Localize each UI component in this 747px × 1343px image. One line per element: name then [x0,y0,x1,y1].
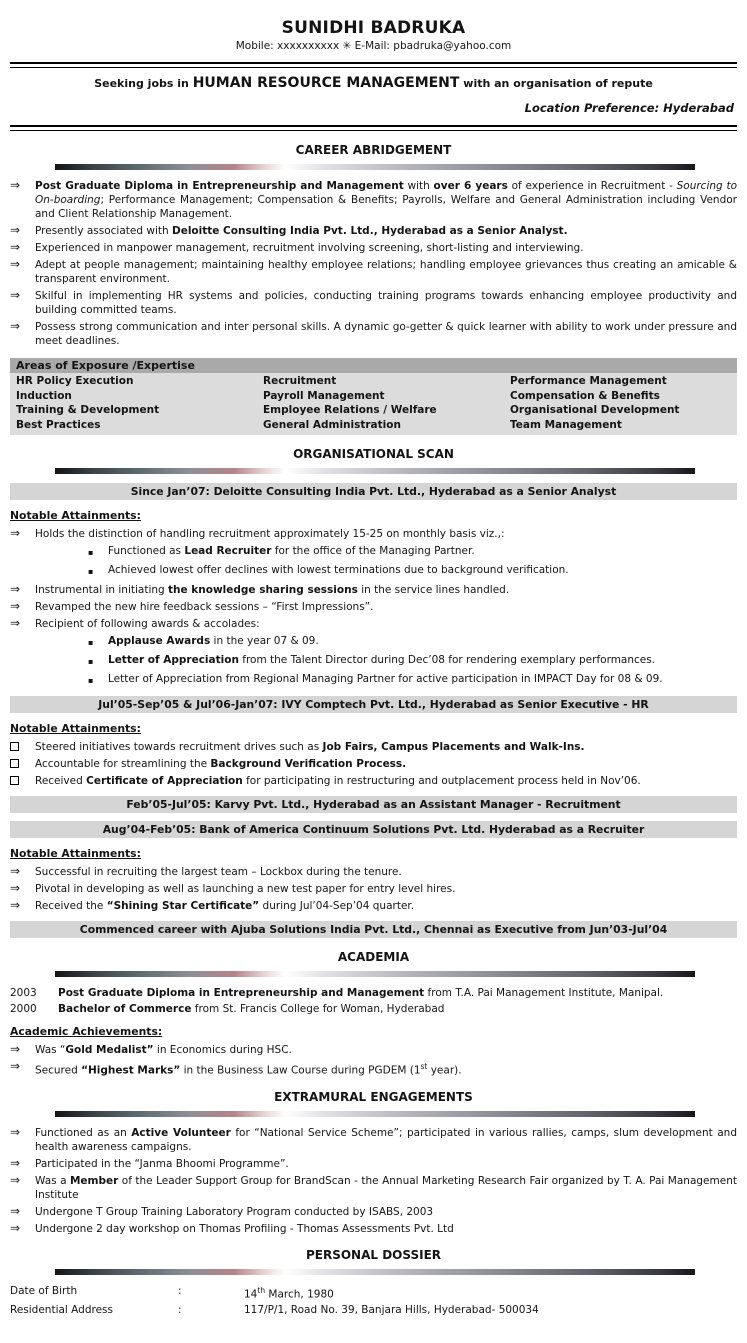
bullet-text [35,600,737,614]
bullet-item [10,241,737,255]
arrow-bullet-icon: ⇒ [10,288,21,302]
header-divider-top [10,62,737,68]
job-title-bar: Jul’05-Sep’05 & Jul’06-Jan’07: IVY Comptech Pvt. Ltd., Hyderabad as Senior Executive - HR [10,696,737,713]
arrow-bullet-icon: ⇒ [10,319,21,333]
arrow-bullet-icon: ⇒ [10,526,21,540]
arrow-bullet-icon: ⇒ [10,257,21,271]
bullet-text [35,1126,737,1154]
table-row [10,374,737,389]
bullet-item [10,600,737,614]
bullet-text [35,1174,737,1202]
detail-label: Date of Birth [10,1284,78,1297]
text-segment: Recipient of following awards & accolades: [35,618,260,630]
text-segment: Letter of Appreciation from Regional Managing Partner for active participation in IMPACT Day for 08 & 09. [108,673,663,685]
section-title: ORGANISATIONAL SCAN [293,447,454,461]
sub-bullet-item [88,673,737,688]
sub-bullet-item [88,564,737,579]
text-segment: Secured [35,1064,82,1077]
text-segment: during Jul’04-Sep’04 quarter. [259,900,415,912]
text-segment: Functioned as [108,545,185,557]
section-divider-gradient [55,1269,695,1275]
text-segment: of experience in Recruitment - [507,180,677,192]
checkbox-bullet-item [10,774,737,788]
job-title-bar: Feb’05-Jul’05: Karvy Pvt. Ltd., Hyderabad as an Assistant Manager - Recruitment [10,796,737,813]
text-segment: March, 1980 [265,1288,334,1300]
checkbox-glyph [10,776,19,785]
bullet-item [10,583,737,597]
personal-detail-row [10,1303,737,1317]
contact-line: Mobile: xxxxxxxxxx ✳ E-Mail: pbadruka@yahoo.com [235,40,512,52]
text-segment: Adept at people management; maintaining healthy employee relations; handling employee grievances thus creating an amicable & transparent environment. [35,259,737,285]
text-segment: Undergone 2 day workshop on Thomas Profiling - Thomas Assessments Pvt. Ltd [35,1222,454,1235]
arrow-bullet-icon: ⇒ [10,1124,21,1139]
text-segment: Letter of Appreciation [108,654,239,666]
bullet-item [10,258,737,286]
table-cell: Training & Development [16,404,160,416]
education-text [58,1002,737,1016]
arrow-bullet-icon: ⇒ [10,223,21,237]
text-segment: Participated in the “Janma Bhoomi Programme”. [35,1157,289,1170]
header-divider-bottom [10,125,737,131]
arrow-bullet-icon: ⇒ [10,1059,21,1073]
document-body [10,143,737,1317]
table-cell: HR Policy Execution [16,375,134,387]
candidate-name: SUNIDHI BADRUKA [281,18,466,38]
bullet-item [10,882,737,896]
bullet-text [108,673,663,688]
text-segment: the knowledge sharing sessions [168,584,358,596]
text-segment: Accountable for streamlining the [35,758,211,770]
table-cell: Team Management [510,418,622,431]
text-segment: Certificate of Appreciation [86,775,243,787]
arrow-bullet-icon: ⇒ [10,178,21,192]
expertise-table-header: Areas of Exposure /Expertise [10,358,737,373]
arrow-bullet-icon: ⇒ [10,240,21,254]
bullet-item [10,1043,737,1057]
table-cell: Payroll Management [263,389,385,402]
attainments-heading: Notable Attainments: [10,722,141,735]
bullet-text [35,882,737,896]
personal-detail-row [10,1284,737,1302]
text-segment: Revamped the new hire feedback sessions – “First Impressions”. [35,601,374,613]
text-segment: with an organisation of repute [459,77,653,90]
attainments-heading: Academic Achievements: [10,1025,163,1038]
arrow-bullet-icon: ⇒ [10,1172,21,1187]
objective-line [10,75,737,91]
table-cell: Induction [16,389,72,402]
checkbox-glyph [10,742,19,751]
bullet-item [10,527,737,541]
detail-colon: : [178,1284,182,1297]
text-segment: 117/P/1, Road No. 39, Banjara Hills, Hyderabad- 500034 [244,1304,539,1316]
section-title: CAREER ABRIDGEMENT [295,143,452,157]
text-segment: Seeking jobs in [94,77,193,90]
bullet-item [10,289,737,317]
arrow-bullet-icon: ⇒ [10,864,21,878]
table-cell: General Administration [263,418,401,431]
text-segment: Job Fairs, Campus Placements and Walk-Ins. [322,741,585,753]
detail-label: Residential Address [10,1304,113,1316]
bullet-text [35,179,737,221]
job-title-bar: Aug’04-Feb’05: Bank of America Continuum Solutions Pvt. Ltd. Hyderabad as a Recruiter [10,821,737,838]
text-segment: Background Verification Process. [210,758,407,770]
arrow-bullet-icon: ⇒ [10,1042,21,1056]
education-text [58,986,737,1000]
bullet-item [10,1126,737,1154]
section-title: EXTRAMURAL ENGAGEMENTS [274,1089,473,1104]
text-segment: Holds the distinction of handling recruitment approximately 15-25 on monthly basis viz.,: [35,528,505,540]
bullet-item [10,865,737,879]
text-segment: Experienced in manpower management, recruitment involving screening, short-listing and interviewing. [35,242,584,254]
bullet-text [35,1043,737,1057]
education-row [10,986,737,1000]
text-segment: Applause Awards [108,635,211,647]
text-segment: Active Volunteer [131,1126,231,1139]
text-segment: Successful in recruiting the largest team – Lockbox during the tenure. [35,866,402,878]
bullet-item [10,1222,737,1236]
expertise-table [10,358,737,435]
text-segment: for “National Service Scheme”; participated in various rallies, camps, slum development and health awareness campaigns. [35,1126,737,1153]
bullet-text [35,1157,737,1171]
bullet-item [10,224,737,238]
detail-value [244,1303,539,1317]
text-segment: Post Graduate Diploma in Entrepreneurship and Management [58,987,425,999]
text-segment: in the service lines handled. [357,584,510,596]
text-segment: Received the [35,900,107,912]
bullet-item [10,899,737,913]
text-segment: Post Graduate Diploma in Entrepreneurship and Management [35,180,404,192]
text-segment: Lead Recruiter [184,545,272,557]
text-segment: Pivotal in developing as well as launching a new test paper for entry level hires. [35,883,456,895]
checkbox-bullet-icon [10,774,35,788]
text-segment: Member [69,1174,119,1187]
text-segment: Presently associated with [35,225,172,237]
text-segment: th [257,1285,266,1295]
bullet-item [10,1157,737,1171]
arrow-bullet-icon: ⇒ [10,616,21,630]
section-divider-gradient [55,164,695,170]
square-bullet-icon: ▪ [88,657,94,666]
text-segment: year). [427,1064,462,1077]
text-segment: 14 [244,1288,258,1300]
text-segment: Functioned as an [35,1126,132,1139]
job-title-bar: Since Jan’07: Deloitte Consulting India Pvt. Ltd., Hyderabad as a Senior Analyst [10,483,737,500]
table-row [10,403,737,418]
section-divider-gradient [55,468,695,474]
bullet-text [108,545,475,560]
table-cell: Performance Management [510,375,667,387]
text-segment: ; Performance Management; Compensation & Benefits; Payrolls, Welfare and General Administration including Vendor and Client Relationship Management. [35,194,737,220]
bullet-text [35,1222,737,1236]
education-year: 2003 [10,987,37,999]
bullet-item [10,320,737,348]
bullet-text [35,289,737,317]
square-bullet-icon: ▪ [88,638,94,647]
arrow-bullet-icon: ⇒ [10,1155,21,1170]
text-segment: st [420,1062,428,1071]
section-divider-gradient [55,971,695,977]
text-segment: Achieved lowest offer declines with lowest terminations due to background verification. [108,564,569,576]
table-cell: Employee Relations / Welfare [263,404,437,416]
bullet-text [35,617,737,631]
bullet-text [35,241,737,255]
text-segment: Skilful in implementing HR systems and policies, conducting training programs towards enhancing employee productivity and building committed teams. [35,290,737,316]
bullet-item [10,1174,737,1202]
square-bullet-icon: ▪ [88,567,94,576]
table-cell: Best Practices [16,418,101,431]
text-segment: Steered initiatives towards recruitment drives such as [35,741,323,753]
sub-bullet-item [88,635,737,650]
text-segment: Received [35,775,87,787]
detail-colon: : [178,1304,182,1316]
sub-bullet-item [88,654,737,669]
bullet-text [108,564,569,579]
job-title-bar: Commenced career with Ajuba Solutions India Pvt. Ltd., Chennai as Executive from Jun’03-Jul’04 [10,921,737,938]
education-year: 2000 [10,1003,37,1015]
text-segment: “Highest Marks” [81,1064,181,1077]
education-row [10,1002,737,1016]
table-row [10,418,737,433]
bullet-item [10,1060,737,1078]
arrow-bullet-icon: ⇒ [10,1203,21,1218]
bullet-text [35,527,737,541]
table-row [10,389,737,404]
text-segment: for participating in restructuring and outplacement process held in Nov’06. [242,775,641,787]
bullet-text [35,865,737,879]
text-segment: Possess strong communication and inter personal skills. A dynamic go-getter & quick learner with ability to work under pressure and meet deadlines. [35,321,737,347]
square-bullet-icon: ▪ [88,548,94,557]
location-preference: Location Preference: Hyderabad [524,101,734,115]
checkbox-bullet-icon [10,757,35,771]
arrow-bullet-icon: ⇒ [10,582,21,596]
text-segment: from T.A. Pai Management Institute, Manipal. [424,987,664,999]
text-segment: Deloitte Consulting India Pvt. Ltd., Hyderabad as a Senior Analyst. [171,225,568,237]
text-segment: from St. Francis College for Woman, Hyderabad [191,1003,445,1015]
table-cell: Compensation & Benefits [510,389,660,402]
detail-value [244,1284,334,1302]
text-segment: “Shining Star Certificate” [106,900,260,912]
table-cell: Recruitment [263,375,337,387]
text-segment: with [403,180,434,192]
text-segment: in the year 07 & 09. [210,635,319,647]
bullet-item [10,617,737,631]
text-segment: in Economics during HSC. [153,1044,292,1056]
text-segment: Gold Medalist” [65,1044,154,1056]
section-title: ACADEMIA [337,950,410,964]
section-divider-gradient [55,1111,695,1117]
text-segment: Undergone T Group Training Laboratory Program conducted by ISABS, 2003 [35,1205,434,1218]
text-segment: for the office of the Managing Partner. [271,545,475,557]
arrow-bullet-icon: ⇒ [10,881,21,895]
checkbox-bullet-item [10,757,737,771]
arrow-bullet-icon: ⇒ [10,599,21,613]
bullet-text [35,1060,737,1078]
text-segment: in the Business Law Course during PGDEM (1 [180,1064,421,1077]
text-segment: Bachelor of Commerce [58,1003,192,1015]
bullet-text [35,224,737,238]
text-segment: over 6 years [433,180,508,192]
bullet-text [108,635,319,650]
expertise-table-body [10,373,737,435]
square-bullet-icon: ▪ [88,676,94,685]
bullet-text [35,757,737,771]
bullet-text [35,320,737,348]
bullet-text [35,899,737,913]
checkbox-glyph [10,759,19,768]
table-cell: Organisational Development [510,404,680,416]
text-segment: HUMAN RESOURCE MANAGEMENT [192,75,460,91]
attainments-heading: Notable Attainments: [10,847,141,860]
bullet-text [35,1205,737,1219]
text-segment: Instrumental in initiating [35,584,169,596]
text-segment: Sourcing to On-boarding [35,180,737,206]
checkbox-bullet-icon [10,740,35,754]
bullet-text [35,583,737,597]
bullet-text [35,774,737,788]
arrow-bullet-icon: ⇒ [10,1220,21,1235]
text-segment: from the Talent Director during Dec’08 for rendering exemplary performances. [238,654,656,666]
sub-bullet-item [88,545,737,560]
bullet-item [10,179,737,221]
section-title: PERSONAL DOSSIER [305,1247,442,1262]
checkbox-bullet-item [10,740,737,754]
text-segment: Was a [35,1174,70,1187]
bullet-text [108,654,655,669]
bullet-text [35,740,737,754]
arrow-bullet-icon: ⇒ [10,898,21,912]
bullet-item [10,1205,737,1219]
bullet-text [35,258,737,286]
text-segment: Was “ [35,1044,66,1056]
attainments-heading: Notable Attainments: [10,509,141,522]
text-segment: of the Leader Support Group for BrandScan - the Annual Marketing Research Fair organized by T. A. Pai Management Institute [35,1174,737,1201]
